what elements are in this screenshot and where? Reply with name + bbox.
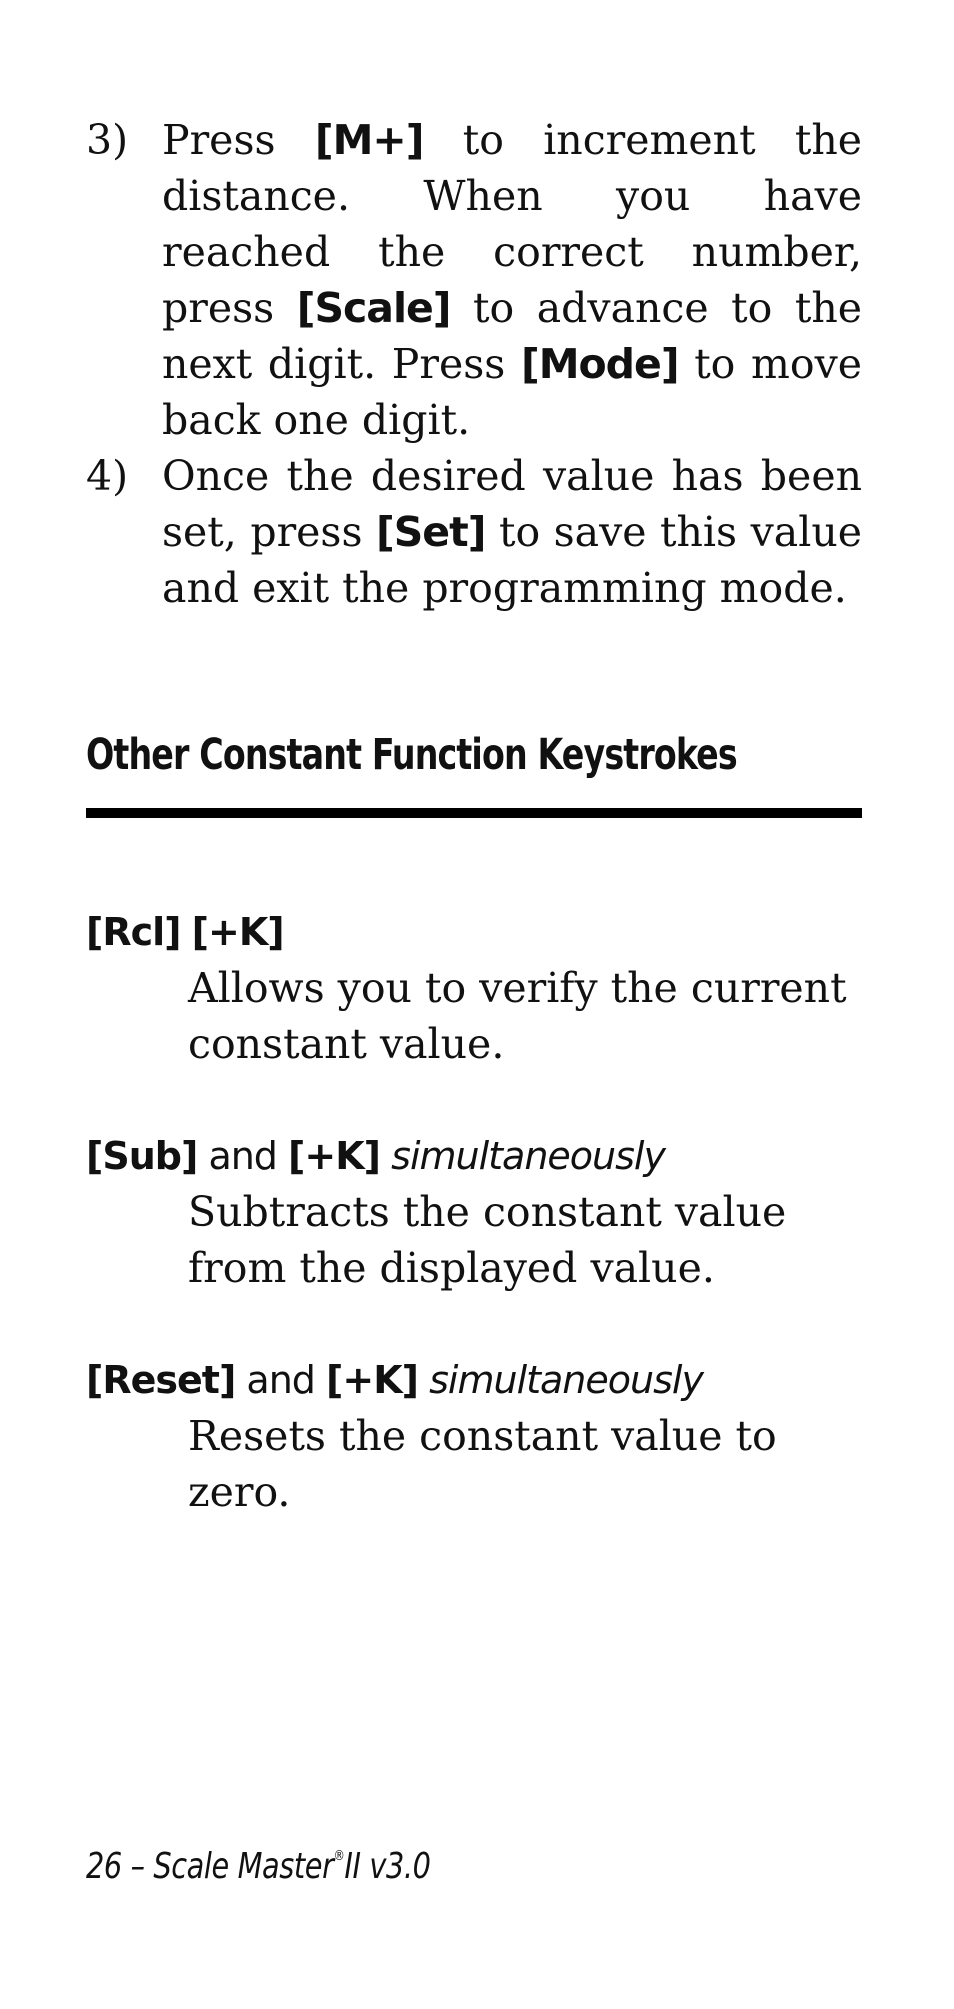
key-rcl: [Rcl] <box>86 910 181 954</box>
product-name: Scale Master <box>153 1846 334 1887</box>
step-text: Press [M+] to increment the distance. When you have reached the correct number, press [Scale] to advance to the next digit. Press [Mode] to move back one digit. <box>162 116 862 444</box>
heading-rule <box>86 808 862 818</box>
step-number: 3) <box>86 116 129 164</box>
keystroke-entry-sub <box>86 1128 862 1296</box>
step-4 <box>86 448 862 616</box>
keystroke-description: Subtracts the constant value from the displayed value. <box>188 1188 787 1292</box>
keystroke-entry-rcl <box>86 904 862 1072</box>
keystroke-term <box>86 904 862 960</box>
step-number: 4) <box>86 452 129 500</box>
page-number: 26 <box>86 1846 122 1887</box>
page-footer: 26 – Scale Master®II v3.0 <box>86 1846 431 1887</box>
simultaneously-note: simultaneously <box>429 1358 703 1402</box>
keystroke-entry-reset <box>86 1352 862 1520</box>
key-plus-k: [+K] <box>191 910 284 954</box>
key-plus-k: [+K] <box>325 1358 419 1402</box>
key-reset: [Reset] <box>86 1358 236 1402</box>
keystroke-term: [Reset] and [+K] simultaneously <box>86 1358 703 1402</box>
key-mode: [Mode] <box>520 340 679 388</box>
keystroke-description: Resets the constant value to zero. <box>188 1412 777 1516</box>
product-model: II <box>344 1846 361 1887</box>
key-sub: [Sub] <box>86 1134 198 1178</box>
section-heading: Other Constant Function Keystrokes <box>86 730 737 780</box>
product-version: v3.0 <box>369 1846 431 1887</box>
keystroke-term: [Sub] and [+K] simultaneously <box>86 1134 665 1178</box>
simultaneously-note: simultaneously <box>391 1134 665 1178</box>
keystroke-description: Allows you to verify the current constant value. <box>188 964 847 1068</box>
key-scale: [Scale] <box>296 284 451 332</box>
registered-mark: ® <box>333 1848 345 1864</box>
step-text: Once the desired value has been set, press [Set] to save this value and exit the programming mode. <box>162 452 862 612</box>
key-m-plus: [M+] <box>314 116 424 164</box>
key-set: [Set] <box>376 508 486 556</box>
step-3 <box>86 112 862 448</box>
key-plus-k: [+K] <box>288 1134 381 1178</box>
